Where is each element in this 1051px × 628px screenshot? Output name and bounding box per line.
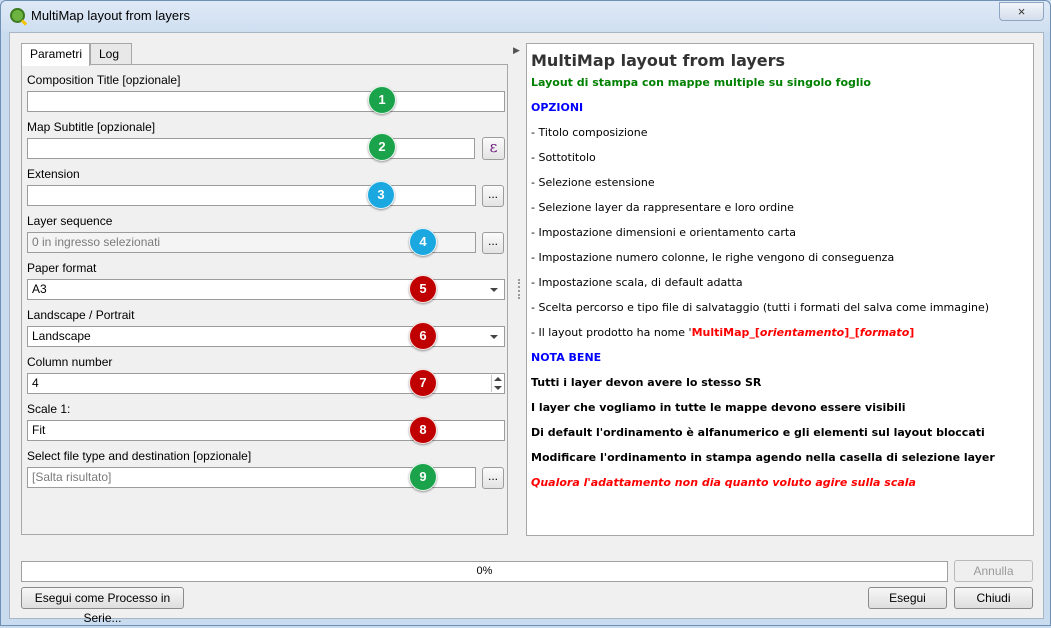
map-subtitle-input[interactable] [27, 138, 475, 159]
run-batch-button[interactable]: Esegui come Processo in Serie... [21, 587, 184, 609]
orientation-value: Landscape [32, 329, 91, 343]
help-layout-name-b: orientamento [759, 326, 845, 339]
help-option-item: - Titolo composizione [531, 126, 648, 139]
help-layout-name-a: MultiMap_[ [691, 326, 760, 339]
tab-parametri[interactable]: Parametri [21, 43, 90, 66]
help-note-heading: NOTA BENE [531, 351, 602, 364]
annotation-marker-6: 6 [409, 322, 437, 350]
tab-log[interactable]: Log [90, 43, 132, 65]
splitter-handle[interactable] [518, 279, 520, 299]
parameters-panel [21, 64, 508, 535]
chevron-down-icon [490, 335, 498, 339]
annotation-marker-1: 1 [368, 86, 396, 114]
help-note-item: I layer che vogliamo in tutte le mappe devono essere visibili [531, 401, 906, 414]
column-number-label: Column number [27, 355, 113, 369]
help-option-item: - Scelta percorso e tipo file di salvataggio (tutti i formati del salva come immagine) [531, 301, 990, 314]
layer-sequence-label: Layer sequence [27, 214, 113, 228]
spin-arrows-icon[interactable] [491, 375, 503, 392]
cancel-button[interactable]: Annulla [954, 560, 1033, 582]
help-option-item: - Impostazione dimensioni e orientamento carta [531, 226, 796, 239]
chevron-down-icon [490, 288, 498, 292]
help-layout-name-c: ]_[ [844, 326, 860, 339]
annotation-marker-5: 5 [409, 275, 437, 303]
annotation-marker-8: 8 [409, 416, 437, 444]
help-option-item: - Impostazione numero colonne, le righe vengono di conseguenza [531, 251, 895, 264]
annotation-marker-3: 3 [367, 181, 395, 209]
help-note-item: Tutti i layer devon avere lo stesso SR [531, 376, 762, 389]
help-options-heading: OPZIONI [531, 101, 584, 114]
map-subtitle-label: Map Subtitle [opzionale] [27, 120, 156, 134]
layer-sequence-browse-button[interactable]: ... [482, 232, 504, 254]
qgis-logo-icon [10, 8, 25, 23]
dialog-body [9, 32, 1044, 625]
help-option-item: - Impostazione scala, di default adatta [531, 276, 743, 289]
help-layout-name-prefix: - Il layout prodotto ha nome ' [531, 326, 692, 339]
extension-input[interactable] [27, 185, 476, 206]
output-browse-button[interactable]: ... [482, 467, 504, 489]
paper-format-label: Paper format [27, 261, 97, 275]
help-option-item: - Sottotitolo [531, 151, 596, 164]
paper-format-value: A3 [32, 282, 47, 296]
annotation-marker-7: 7 [409, 369, 437, 397]
help-warning: Qualora l'adattamento non dia quanto voluto agire sulla scala [531, 476, 916, 489]
help-note-item: Di default l'ordinamento è alfanumerico e gli elementi sul layout bloccati [531, 426, 985, 439]
window-title: MultiMap layout from layers [31, 8, 190, 23]
run-button[interactable]: Esegui [868, 587, 947, 609]
scale-input[interactable]: Fit [27, 420, 505, 441]
help-option-item: - Selezione estensione [531, 176, 655, 189]
progress-bar: 0% [21, 561, 948, 582]
annotation-marker-4: 4 [409, 228, 437, 256]
extension-browse-button[interactable]: ... [482, 185, 504, 207]
extension-label: Extension [27, 167, 80, 181]
help-note-item: Modificare l'ordinamento in stampa agendo nella casella di selezione layer [531, 451, 995, 464]
help-subtitle: Layout di stampa con mappe multiple su singolo foglio [531, 76, 871, 89]
help-option-item: - Selezione layer da rappresentare e loro ordine [531, 201, 794, 214]
title-bar [1, 1, 1050, 31]
annotation-marker-9: 9 [409, 463, 437, 491]
collapse-arrow-icon[interactable]: ▶ [513, 45, 520, 55]
expression-button[interactable]: ε [482, 137, 505, 160]
output-destination-input[interactable]: [Salta risultato] [27, 467, 476, 488]
help-title: MultiMap layout from layers [531, 51, 786, 70]
composition-title-label: Composition Title [opzionale] [27, 73, 181, 87]
help-layout-name-e: ] [909, 326, 915, 339]
layer-sequence-input[interactable]: 0 in ingresso selezionati [27, 232, 476, 253]
orientation-label: Landscape / Portrait [27, 308, 135, 322]
help-panel[interactable] [526, 43, 1034, 536]
close-button[interactable]: Chiudi [954, 587, 1033, 609]
composition-title-input[interactable] [27, 91, 505, 112]
window-close-button[interactable]: × [999, 2, 1044, 21]
column-number-value: 4 [32, 376, 39, 390]
help-layout-name-d: formato [859, 326, 910, 339]
annotation-marker-2: 2 [368, 133, 396, 161]
output-label: Select file type and destination [opzionale] [27, 449, 252, 463]
scale-label: Scale 1: [27, 402, 71, 416]
help-layout-name-line [531, 326, 1029, 351]
